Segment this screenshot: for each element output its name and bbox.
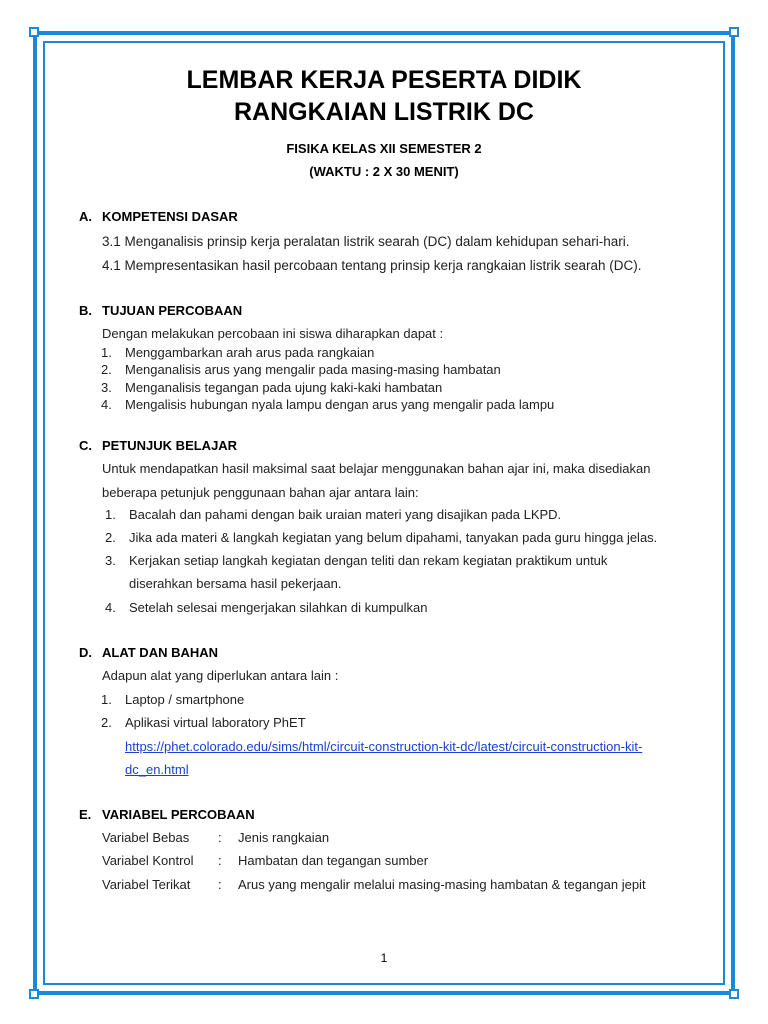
variable-value: Arus yang mengalir melalui masing-masing hambatan & tegangan jepit <box>238 877 646 892</box>
section-letter: B. <box>79 303 92 318</box>
border-corner-top-left <box>29 27 39 37</box>
item-number: 4. <box>101 397 112 412</box>
item-number: 2. <box>101 362 112 377</box>
item-number: 2. <box>101 715 112 730</box>
list-item <box>101 345 374 360</box>
variable-label: Variabel Bebas <box>102 830 190 845</box>
variable-separator: : <box>218 853 222 868</box>
section-e-heading <box>79 807 255 822</box>
list-item <box>105 553 607 568</box>
variable-value: Hambatan dan tegangan sumber <box>238 853 429 868</box>
item-text: Menganalisis arus yang mengalir pada masing-masing hambatan <box>125 362 501 377</box>
item-number: 3. <box>101 380 112 395</box>
page-number: 1 <box>380 951 388 965</box>
section-title: KOMPETENSI DASAR <box>102 209 238 224</box>
list-item <box>105 530 657 545</box>
phet-link-line2[interactable]: dc_en.html <box>125 762 189 777</box>
document-title-line1: LEMBAR KERJA PESERTA DIDIK <box>186 66 582 94</box>
border-corner-top-right <box>729 27 739 37</box>
section-title: TUJUAN PERCOBAAN <box>102 303 243 318</box>
item-text: Mengalisis hubungan nyala lampu dengan arus yang mengalir pada lampu <box>125 397 555 412</box>
phet-link-line1[interactable]: https://phet.colorado.edu/sims/html/circuit-construction-kit-dc/latest/circuit-construction-kit- <box>125 739 643 754</box>
item-text: Aplikasi virtual laboratory PhET <box>125 715 306 730</box>
section-title: ALAT DAN BAHAN <box>102 645 219 660</box>
section-letter: A. <box>79 209 92 224</box>
variable-label: Variabel Terikat <box>102 877 191 892</box>
item-text: Laptop / smartphone <box>125 692 245 707</box>
document-subtitle: FISIKA KELAS XII SEMESTER 2 <box>286 141 482 156</box>
variable-value: Jenis rangkaian <box>238 830 330 845</box>
item-text: Setelah selesai mengerjakan silahkan di kumpulkan <box>129 600 428 615</box>
variable-label: Variabel Kontrol <box>102 853 194 868</box>
section-c-heading <box>79 438 237 453</box>
list-item <box>101 362 501 377</box>
section-title: VARIABEL PERCOBAAN <box>102 807 255 822</box>
competency-item: 3.1 Menganalisis prinsip kerja peralatan listrik searah (DC) dalam kehidupan sehari-hari. <box>102 234 630 249</box>
border-corner-bottom-left <box>29 989 39 999</box>
border-corner-bottom-right <box>729 989 739 999</box>
section-b-heading <box>79 303 242 318</box>
item-text: diserahkan bersama hasil pekerjaan. <box>129 576 342 591</box>
document-title-line2: RANGKAIAN LISTRIK DC <box>234 98 534 126</box>
section-letter: E. <box>79 807 92 822</box>
list-item <box>101 692 244 707</box>
item-text: Jika ada materi & langkah kegiatan yang belum dipahami, tanyakan pada guru hingga jelas. <box>129 530 658 545</box>
section-title: PETUNJUK BELAJAR <box>102 438 238 453</box>
tools-intro: Adapun alat yang diperlukan antara lain : <box>102 668 339 683</box>
list-item <box>101 380 442 395</box>
list-item <box>105 600 427 615</box>
item-text: Menggambarkan arah arus pada rangkaian <box>125 345 375 360</box>
item-text: Bacalah dan pahami dengan baik uraian materi yang disajikan pada LKPD. <box>129 507 562 522</box>
section-letter: D. <box>79 645 92 660</box>
section-a-heading <box>79 209 238 224</box>
list-item <box>105 507 561 522</box>
item-number: 1. <box>105 507 116 522</box>
item-number: 1. <box>101 692 112 707</box>
instructions-intro-line2: beberapa petunjuk penggunaan bahan ajar antara lain: <box>102 485 419 500</box>
item-number: 3. <box>105 553 116 568</box>
item-text: Menganalisis tegangan pada ujung kaki-kaki hambatan <box>125 380 443 395</box>
item-text: Kerjakan setiap langkah kegiatan dengan teliti dan rekam kegiatan praktikum untuk <box>129 553 608 568</box>
item-number: 2. <box>105 530 116 545</box>
item-number: 4. <box>105 600 116 615</box>
section-d-heading <box>79 645 218 660</box>
variable-separator: : <box>218 830 222 845</box>
document-duration: (WAKTU : 2 X 30 MENIT) <box>309 164 459 179</box>
competency-item: 4.1 Mempresentasikan hasil percobaan tentang prinsip kerja rangkaian listrik searah (DC). <box>102 258 642 273</box>
objective-intro: Dengan melakukan percobaan ini siswa diharapkan dapat : <box>102 326 444 341</box>
list-item <box>101 397 554 412</box>
variable-separator: : <box>218 877 222 892</box>
item-number: 1. <box>101 345 112 360</box>
section-letter: C. <box>79 438 92 453</box>
list-item-continuation <box>105 576 341 591</box>
instructions-intro-line1: Untuk mendapatkan hasil maksimal saat belajar menggunakan bahan ajar ini, maka disediakan <box>102 461 651 476</box>
list-item <box>101 715 306 730</box>
